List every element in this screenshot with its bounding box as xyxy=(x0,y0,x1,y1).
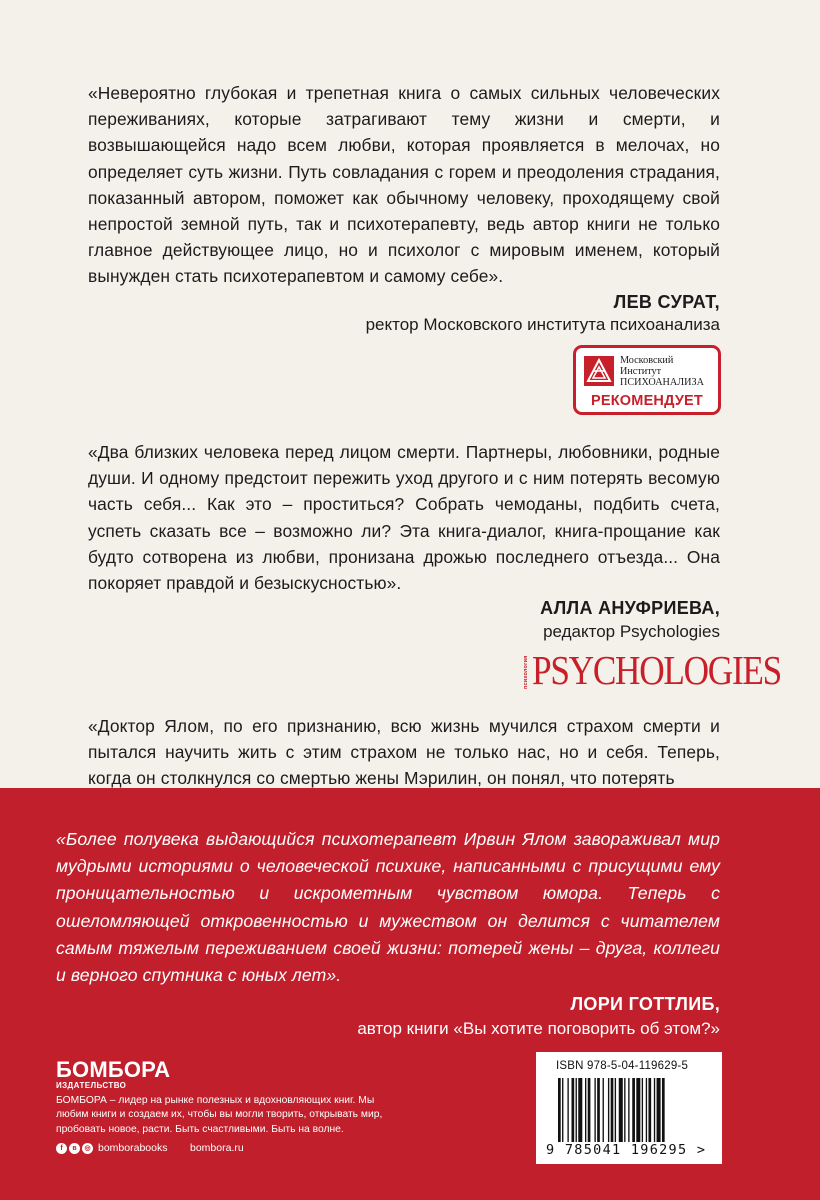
barcode-digits: 9 785041 196295 > xyxy=(546,1142,707,1158)
psychologies-small-label: психология xyxy=(523,655,529,689)
institute-recommends-badge xyxy=(573,345,721,415)
quote-anufrieva-author: АЛЛА АНУФРИЕВА, xyxy=(540,598,720,618)
institute-name: Московский Институт ПСИХОАНАЛИЗА xyxy=(620,355,704,388)
quote-gottlieb: «Более полувека выдающийся психотерапевт Ирвин Ялом завораживал мир мудрыми историями о человеческой психике, написанными с присущими ему проницательностью и искрометным чувством юмора. Теперь с ошеломляющей откровенностью и мужеством он делится с читателем самым тяжелым переживанием своей жизни: потерей жены – друга, коллеги и верного спутника с юных лет». xyxy=(56,829,720,986)
quote-gottlieb-author: ЛОРИ ГОТТЛИБ, xyxy=(570,994,720,1014)
triangle-knot-icon xyxy=(584,356,614,386)
social-icons xyxy=(56,1143,93,1154)
recommends-label: РЕКОМЕНДУЕТ xyxy=(591,393,703,409)
publisher-logo: БОМБОРА xyxy=(56,1057,171,1082)
barcode-box xyxy=(536,1052,722,1164)
quote-anufrieva-role: редактор Psychologies xyxy=(543,622,720,641)
instagram-icon[interactable]: ◎ xyxy=(82,1143,93,1154)
publisher-description: БОМБОРА – лидер на рынке полезных и вдохновляющих книг. Мы любим книги и создаем их, чтобы вы могли творить, открывать мир, пробовать новое, расти. Быть счастливыми. Быть на волне. xyxy=(56,1095,383,1135)
isbn-label: ISBN 978-5-04-119629-5 xyxy=(556,1060,689,1072)
barcode-bars xyxy=(558,1078,706,1142)
psychologies-logo: PSYCHOLOGIES xyxy=(532,647,782,693)
quote-surat-author: ЛЕВ СУРАТ, xyxy=(613,292,720,312)
facebook-icon[interactable]: f xyxy=(56,1143,67,1154)
quote-surat-role: ректор Московского института психоанализа xyxy=(365,315,720,334)
quote-yalom-intro: «Доктор Ялом, по его признанию, всю жизнь мучился страхом смерти и пытался научить жить с этим страхом не только нас, но и себя. Теперь, когда он столкнулся со смертью жены Мэрилин, он понял, что потерять xyxy=(88,716,720,789)
vk-icon[interactable]: в xyxy=(69,1143,80,1154)
quote-gottlieb-role: автор книги «Вы хотите поговорить об этом?» xyxy=(357,1019,720,1038)
social-handle[interactable]: bomborabooks xyxy=(98,1142,168,1154)
publisher-sub: ИЗДАТЕЛЬСТВО xyxy=(56,1081,127,1090)
quote-surat: «Невероятно глубокая и трепетная книга о самых сильных человеческих переживаниях, которые затрагивают тему жизни и смерти, и возвышающейся надо всем любви, которая проявляется в мелочах, но определяет суть жизни. Путь совладания с горем и преодоления страдания, показанный автором, поможет как обычному человеку, проходящему свой непростой земной путь, так и психотерапевту, ведь автор книги не только главное действующее лицо, но и психолог с мировым именем, который вынужден стать психотерапевтом и самому себе». xyxy=(88,83,720,287)
quote-anufrieva: «Два близких человека перед лицом смерти. Партнеры, любовники, родные души. И одному предстоит пережить уход другого и с ним потерять весомую часть себя... Как это – проститься? Собрать чемоданы, подбить счета, успеть сказать все – возможно ли? Эта книга-диалог, книга-прощание как будто сотворена из любви, пронизана дрожью последнего отъезда... Она покоряет правдой и безыскусностью». xyxy=(88,442,720,594)
publisher-site[interactable]: bombora.ru xyxy=(190,1142,244,1154)
